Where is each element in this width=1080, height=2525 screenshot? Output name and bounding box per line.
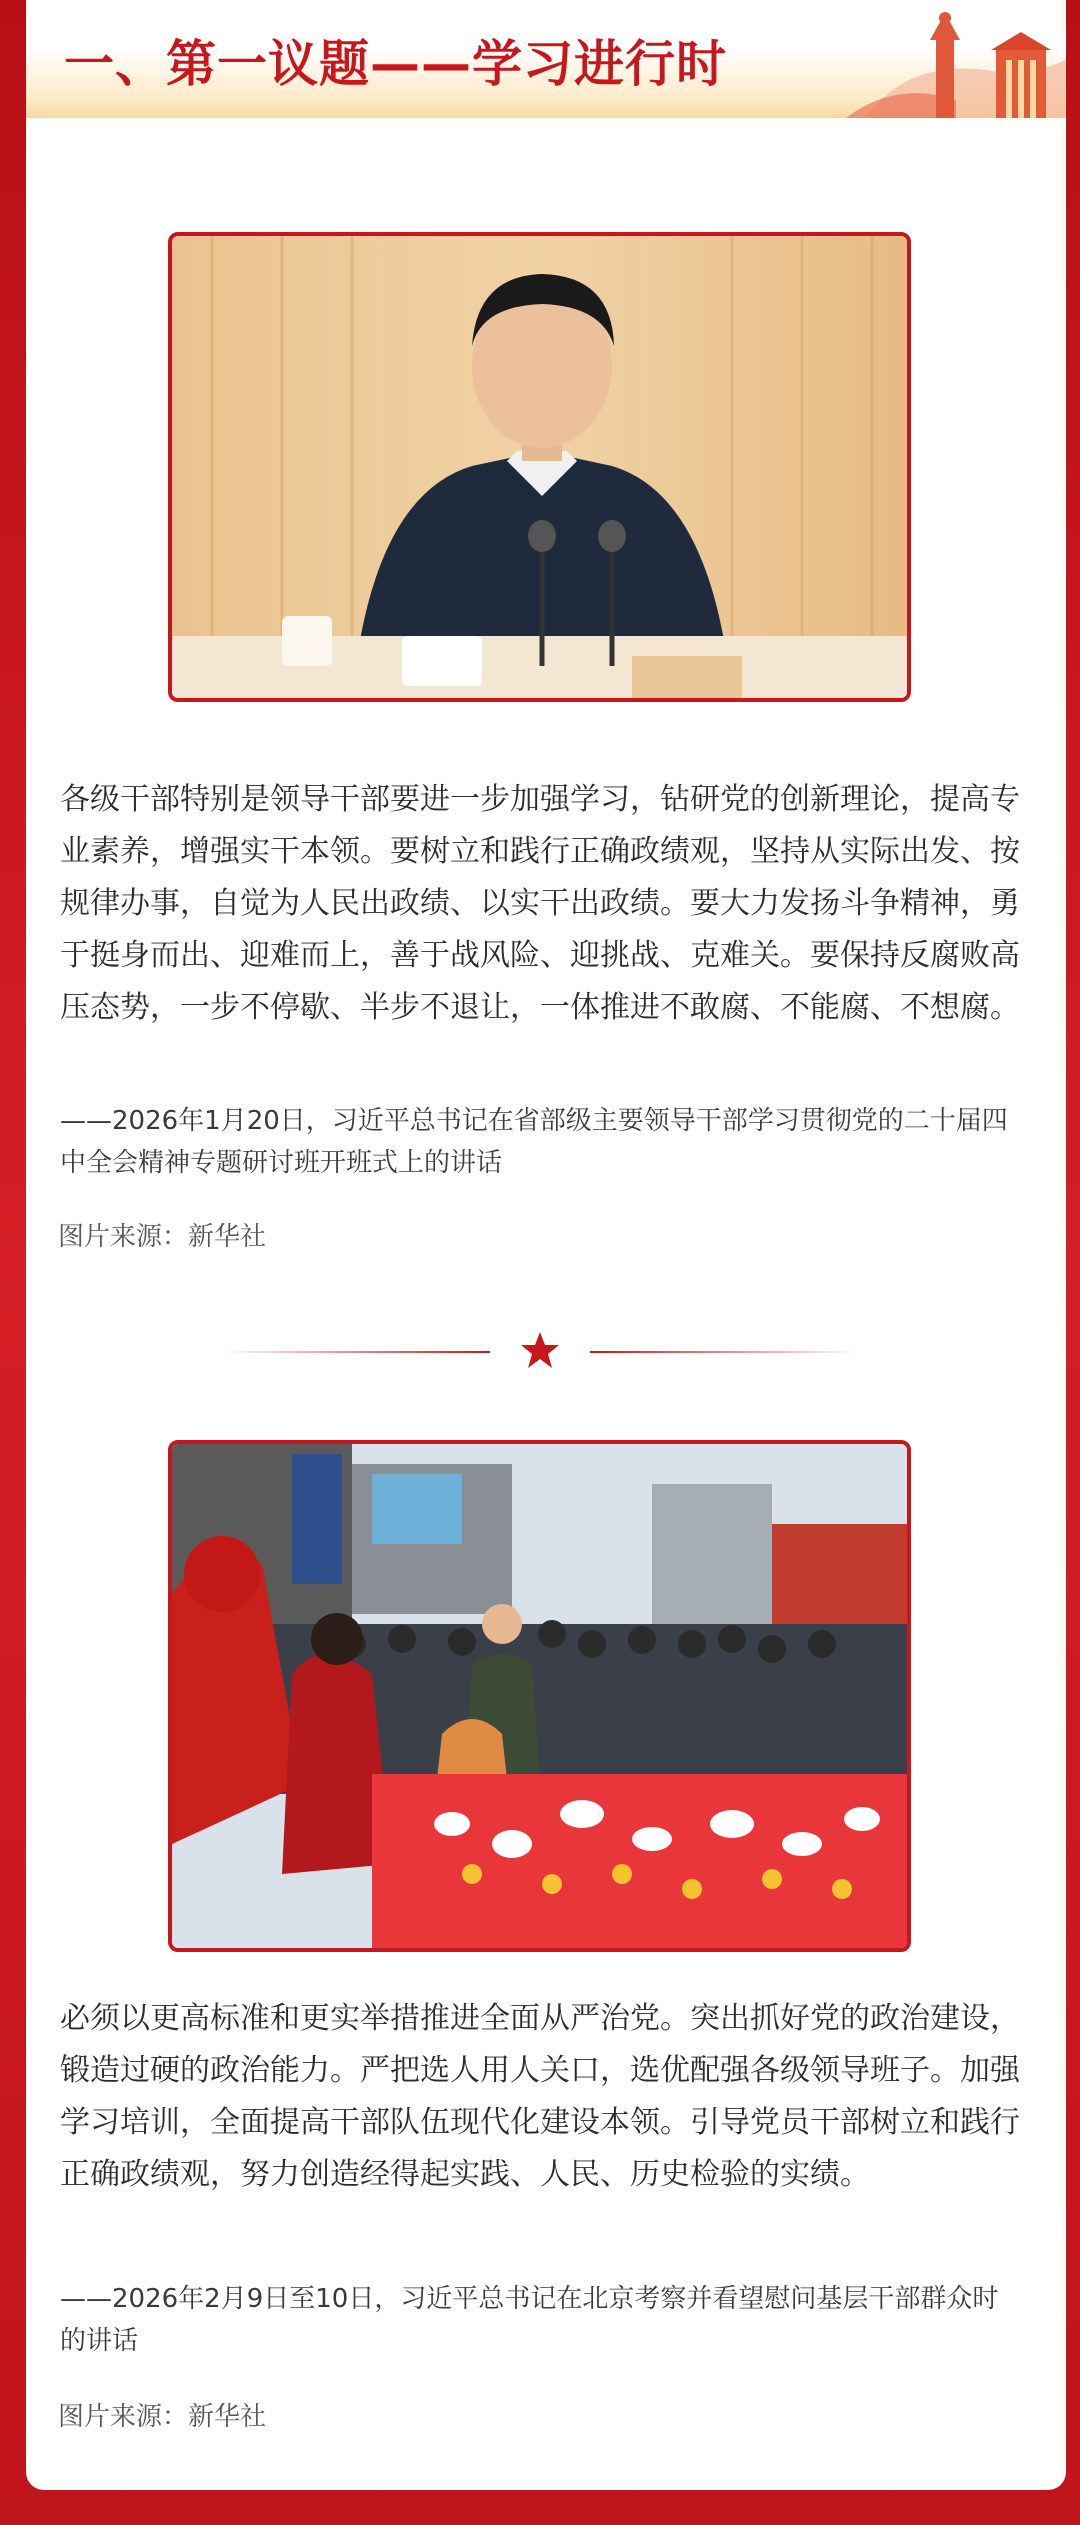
speech-excerpt: 各级干部特别是领导干部要进一步加强学习，钻研党的创新理论，提高专业素养，增强实干本领。要树立和践行正确政绩观，坚持从实际出发、按规律办事，自觉为人民出政绩、以实干出政绩。要大力发扬斗争精神，勇于挺身而出、迎难而上，善于战风险、迎挑战、克难关。要保持反腐败高压态势，一步不停歇、半步不退让，一体推进不敢腐、不能腐、不想腐。 [60, 782, 1020, 1025]
speech-source: ——2026年2月9日至10日，习近平总书记在北京考察并看望慰问基层干部群众时的讲话 [60, 2284, 999, 2356]
section-title: 一、第一议题——学习进行时 [64, 35, 727, 93]
section-header [26, 0, 1066, 118]
speech-excerpt: 必须以更高标准和更实举措推进全面从严治党。突出抓好党的政治建设，锻造过硬的政治能力。严把选人用人关口，选优配强各级领导班子。加强学习培训，全面提高干部队伍现代化建设本领。引导党员干部树立和践行正确政绩观，努力创造经得起实践、人民、历史检验的实绩。 [60, 2001, 1020, 2192]
photo-credit: 图片来源：新华社 [58, 1222, 267, 1252]
monument-icon [846, 0, 1066, 118]
photo-credit: 图片来源：新华社 [58, 2402, 267, 2432]
news-photo-meeting [168, 232, 911, 702]
star-icon [520, 1330, 560, 1370]
divider-line-right [590, 1351, 860, 1353]
news-photo-market-visit [168, 1440, 911, 1952]
speech-source: ——2026年1月20日，习近平总书记在省部级主要领导干部学习贯彻党的二十届四中全会精神专题研讨班开班式上的讲话 [60, 1106, 1008, 1178]
section-divider [220, 1330, 860, 1374]
divider-line-left [220, 1351, 490, 1353]
